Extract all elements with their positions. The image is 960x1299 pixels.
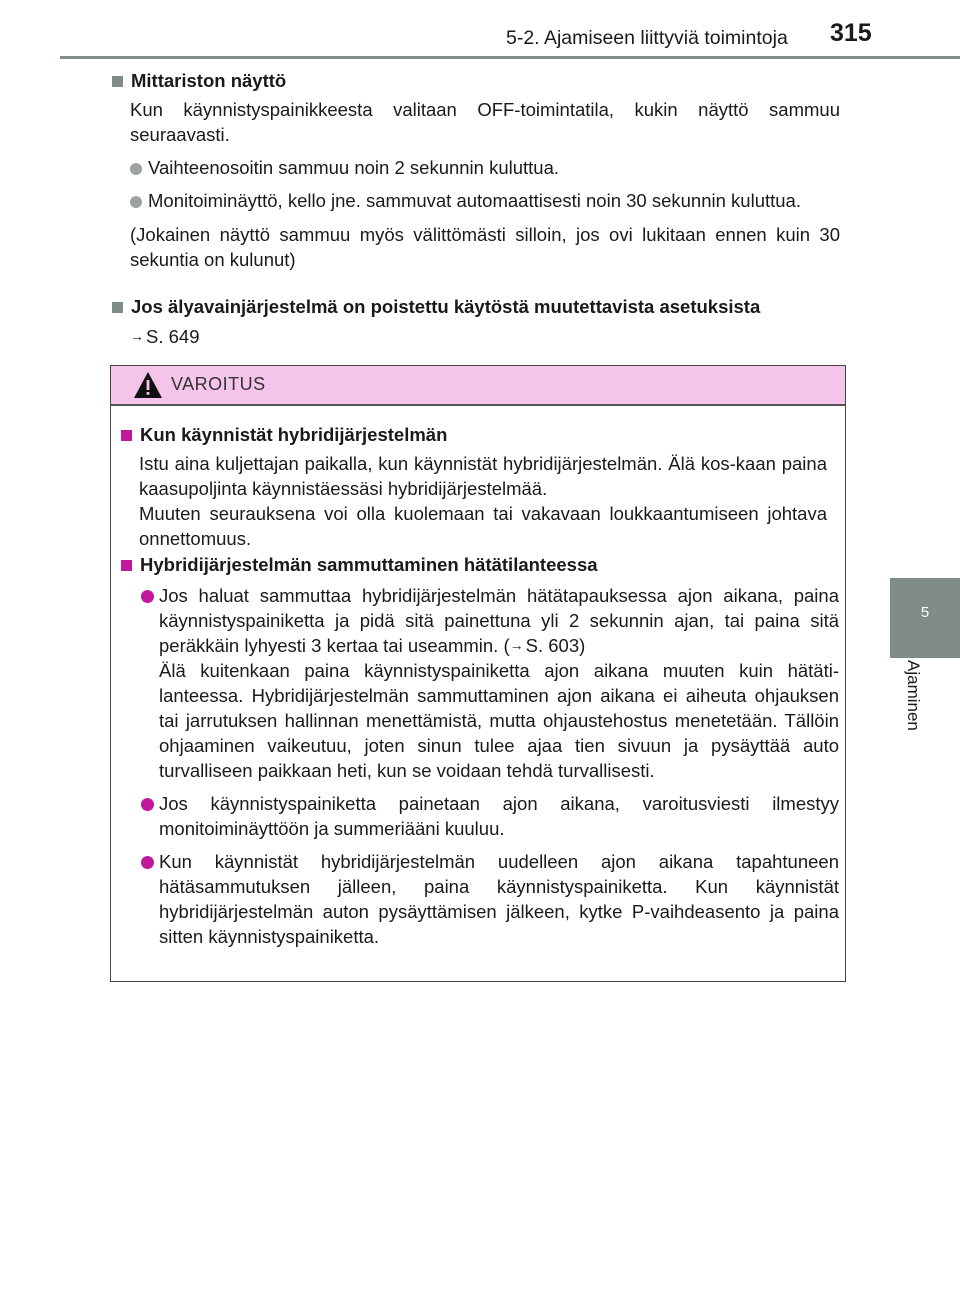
square-bullet-icon <box>112 76 123 87</box>
warning-emergency-bullet-1-ref[interactable]: S. 603) <box>525 635 586 656</box>
square-bullet-icon <box>121 430 132 441</box>
warning-emergency-heading-text: Hybridijärjestelmän sammuttaminen hätätilanteessa <box>140 554 598 575</box>
meter-section <box>110 68 850 272</box>
meter-intro: Kun käynnistyspainikkeesta valitaan OFF-toimintatila, kukin näyttö sammuu seuraavasti. <box>130 99 840 145</box>
warning-start-text-2: Muuten seurauksena voi olla kuolemaan tai vakavaan loukkaantumiseen johtava onnettomuus. <box>139 503 827 549</box>
smartkey-heading <box>110 294 850 320</box>
warning-emergency-bullet-3: Kun käynnistät hybridijärjestelmän uudelleen ajon aikana tapahtuneen hätäsammutuksen jälleen, paina käynnistyspainiketta. Kun käynnistät hybridijärjestelmän auton pysäyttämisen jälkeen, kytke P-vaihdeasento ja paina sitten käynnistyspainiketta. <box>159 851 839 947</box>
square-bullet-icon <box>121 560 132 571</box>
warning-box <box>110 365 846 982</box>
list-item <box>119 791 839 841</box>
smartkey-section <box>110 294 850 349</box>
warning-emergency-section <box>119 552 839 949</box>
header-divider <box>60 56 960 59</box>
warning-emergency-bullet-2: Jos käynnistyspainiketta painetaan ajon aikana, varoitusviesti ilmestyy monitoiminäyttöön ja summeriääni kuuluu. <box>159 793 839 839</box>
smartkey-ref-text[interactable]: S. 649 <box>146 326 200 347</box>
chapter-label: Ajaminen <box>904 660 923 731</box>
meter-note: (Jokainen näyttö sammuu myös välittömästi silloin, jos ovi lukitaan ennen kuin 30 sekuntia on kulunut) <box>130 224 840 270</box>
warning-title: VAROITUS <box>171 374 266 394</box>
warning-emergency-bullet-1b: Älä kuitenkaan paina käynnistyspainiketta ajon aikana muuten kuin hätäti-lanteessa. Hybridijärjestelmän sammuttaminen ajon aikana ei aiheuta ohjauksen tai jarrutuksen hallinnan menettämistä, mutta ohjaustehostus menetetään. Tällöin ohjaaminen vaikeutuu, joten sinun tulee ajaa tien sivuun ja pysäyttää auto turvalliseen paikkaan heti, kun se voidaan tehdä turvallisesti. <box>159 660 839 781</box>
smartkey-ref <box>110 324 850 349</box>
circle-bullet-icon <box>130 163 142 175</box>
circle-bullet-icon <box>141 798 154 811</box>
list-item <box>119 849 839 949</box>
square-bullet-icon <box>112 302 123 313</box>
circle-bullet-icon <box>130 196 142 208</box>
circle-bullet-icon <box>141 590 154 603</box>
warning-emergency-bullet-1a <box>159 583 839 658</box>
warning-divider <box>111 404 845 406</box>
list-item <box>130 188 866 213</box>
meter-bullet-2: Monitoiminäyttö, kello jne. sammuvat automaattisesti noin 30 sekunnin kuluttua. <box>148 190 801 211</box>
warning-triangle-icon <box>133 371 163 399</box>
chapter-tab <box>890 578 960 658</box>
warning-start-heading <box>119 422 839 448</box>
warning-emergency-bullet-1a-text: Jos haluat sammuttaa hybridijärjestelmän hätätapauksessa ajon aikana, paina käynnistyspainiketta ja pidä sitä painettuna yli 2 sekunnin ajan, tai paina sitä peräkkäin lyhyesti 3 kertaa tai useammin. ( <box>159 585 839 656</box>
section-title: 5-2. Ajamiseen liittyviä toimintoja <box>506 27 788 49</box>
smartkey-heading-text: Jos älyavainjärjestelmä on poistettu käytöstä muutettavista asetuksista <box>131 296 761 317</box>
chapter-number: 5 <box>920 604 930 621</box>
warning-emergency-heading <box>119 552 839 578</box>
arrow-right-icon: → <box>509 637 524 653</box>
list-item <box>119 583 839 783</box>
chapter-label-wrap <box>893 660 929 770</box>
arrow-right-icon: → <box>130 328 144 344</box>
meter-bullet-1: Vaihteenosoitin sammuu noin 2 sekunnin kuluttua. <box>148 157 560 178</box>
list-item <box>130 155 850 180</box>
warning-header <box>111 366 845 405</box>
warning-start-heading-text: Kun käynnistät hybridijärjestelmän <box>140 424 448 445</box>
warning-start-section <box>119 422 839 551</box>
page-number: 315 <box>830 19 872 47</box>
meter-heading-text: Mittariston näyttö <box>131 70 287 91</box>
meter-heading <box>110 68 850 94</box>
circle-bullet-icon <box>141 856 154 869</box>
warning-start-text-1: Istu aina kuljettajan paikalla, kun käynnistät hybridijärjestelmän. Älä kos-kaan paina kaasupoljinta käynnistäessäsi hybridijärjestelmää. <box>139 453 827 499</box>
